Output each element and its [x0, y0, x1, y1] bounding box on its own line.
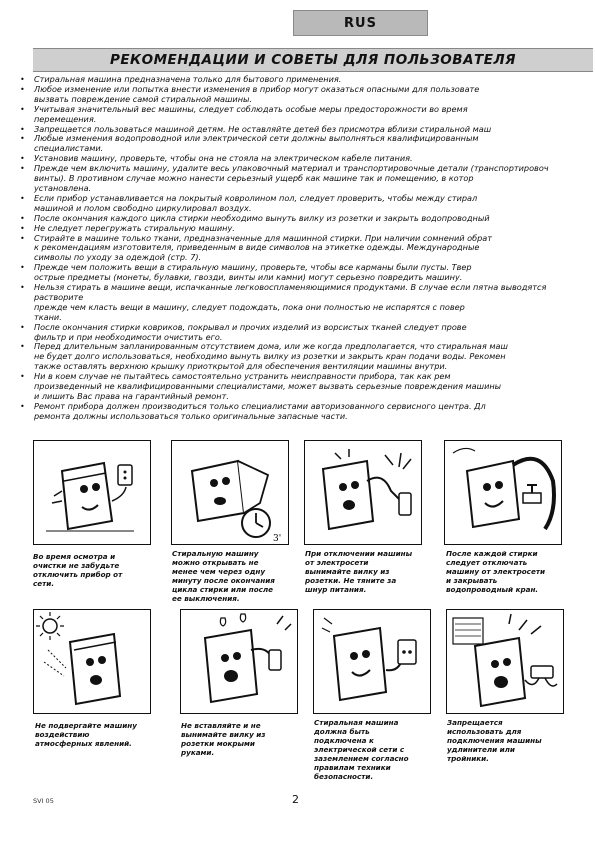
wet-hands-icon [180, 609, 298, 714]
illustration-caption: Не подвергайте машину воздействию атмосферных явлений. [35, 721, 137, 748]
no-extension-cord-icon [446, 609, 564, 714]
svg-text:3': 3' [273, 534, 282, 544]
list-item: • Ни в коем случае не пытайтесь самостоятельно устранить неисправности прибора, так как рем произведенный не квалифицированными специалистами, может вызвать серьезные повреждения машины и лишить Вас права на гарантийный ремонт. [20, 372, 595, 402]
list-item: • Не следует перегружать стиральную машину. [20, 224, 595, 234]
list-item: • Любое изменение или попытка внести изменения в прибор могут оказаться опасными для пользовате вызвать повреждение самой стиральной машины. [20, 85, 595, 105]
illustration-caption: Стиральную машину можно открывать не менее чем через одну минуту после окончания цикла стирки или после ее выключения. [172, 549, 275, 603]
pull-plug-icon [304, 440, 422, 545]
list-item: • Ремонт прибора должен производиться только специалистами авторизованного сервисного центра. Дл ремонта должны использоваться только оригинальные запасные части. [20, 402, 595, 422]
list-item: • После окончания каждого цикла стирки необходимо вынуть вилку из розетки и закрыть водопроводный [20, 214, 595, 224]
list-item: • Учитывая значительный вес машины, следует соблюдать особые меры предосторожности во время перемещения. [20, 105, 595, 125]
list-item: • Если прибор устанавливается на покрытый ковролином пол, следует проверить, чтобы между стирал машиной и полом свободно циркулировал воздух. [20, 194, 595, 214]
list-item: • После окончания стирки ковриков, покрывал и прочих изделий из ворсистых тканей следует прове фильтр и при необходимости очистить его. [20, 323, 595, 343]
illustration-caption: Запрещается использовать для подключения машины удлинители или тройники. [447, 718, 542, 763]
document-code: SVI 05 [33, 797, 54, 805]
list-item: • Перед длительным запланированным отсутствием дома, или же когда предполагается, что стиральная маш не будет долго использоваться, необходимо вынуть вилку из розетки и закрыть кран подачи воды. Рекомен также оставлять верхнюю крышку приоткрытой для обеспечения вентиляции машины внутри. [20, 342, 595, 372]
list-item: • Прежде чем положить вещи в стиральную машину, проверьте, чтобы все карманы были пусты. Твер острые предметы (монеты, булавки, гвозди, винты или камни) могут серьезно повредить машину. [20, 263, 595, 283]
illustration-caption: При отключении машины от электросети вынимайте вилку из розетки. Не тяните за шнур питания. [305, 549, 413, 594]
unplug-before-inspection-icon [33, 440, 151, 545]
illustration-caption: Во время осмотра и очистки не забудьте отключить прибор от сети. [33, 552, 123, 588]
list-item: • Стирайте в машине только ткани, предназначенные для машинной стирки. При наличии сомнений обрат к рекомендациям изготовителя, приведенным в виде символов на этикетке одежды. Международные символы по уходу за одеждой (стр. 7). [20, 234, 595, 264]
illustration-caption: Стиральная машина должна быть подключена к электрической сети с заземлением согласно правилам техники безопасности. [314, 718, 409, 781]
illustration-caption: После каждой стирки следует отключать машину от электросети и закрывать водопроводный кран. [446, 549, 546, 594]
list-item: • Стиральная машина предназначена только для бытового применения. [20, 75, 595, 85]
page-title: РЕКОМЕНДАЦИИ И СОВЕТЫ ДЛЯ ПОЛЬЗОВАТЕЛЯ [109, 52, 517, 68]
list-item: • Прежде чем включить машину, удалите весь упаковочный материал и транспортировочные детали (транспортировоч винты). В противном случае можно нанести серьезный ущерб как машине так и помещению, в котор установлена. [20, 164, 595, 194]
section-title-bar [33, 48, 593, 72]
sun-weather-icon [33, 609, 151, 714]
illustration-caption: Не вставляйте и не вынимайте вилку из розетки мокрыми руками. [181, 721, 266, 757]
timer-door-icon [171, 440, 289, 545]
recommendations-list [20, 75, 595, 422]
list-item: • Любые изменения водопроводной или электрической сети должны выполняться квалифицированным специалистами. [20, 134, 595, 154]
list-item: • Установив машину, проверьте, чтобы она не стояла на электрическом кабеле питания. [20, 154, 595, 164]
list-item: • Нельзя стирать в машине вещи, испачканные легковоспламеняющимися продуктами. В случае если пятна выводятся растворите прежде чем класть вещи в машину, следует подождать, пока они полностью не испарятся с повер ткани. [20, 283, 595, 323]
language-badge: RUS [293, 10, 428, 36]
page-number: 2 [292, 793, 299, 806]
grounded-socket-icon [313, 609, 431, 714]
list-item: • Запрещается пользоваться машиной детям. Не оставляйте детей без присмотра вблизи стиральной маш [20, 125, 595, 135]
close-tap-icon [444, 440, 562, 545]
